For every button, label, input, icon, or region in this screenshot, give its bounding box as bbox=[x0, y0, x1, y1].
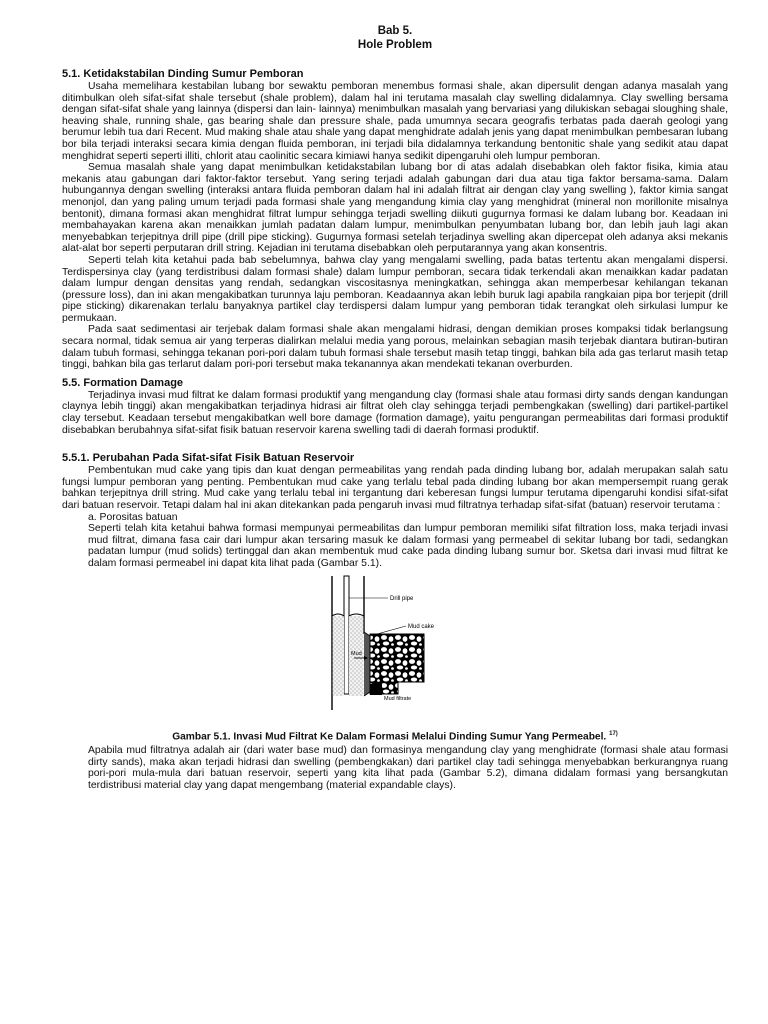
label-mud-cake: Mud cake bbox=[408, 623, 435, 630]
label-mud: Mud bbox=[351, 650, 362, 657]
section-heading-5-1: 5.1. Ketidakstabilan Dinding Sumur Pemboran bbox=[62, 68, 304, 80]
list-item-text: Seperti telah kita ketahui bahwa formasi mempunyai permeabilitas dan lumpur pemboran memiliki sifat filtration loss, maka terjadi invasi mud filtrat, dimana fasa cair dari lumpur akan tersaring masuk ke dalam formasi yang permeabel di sekitar lubang bor tadi, sedangkan padatan lumpur (mud solids) tertinggal dan akan membentuk mud cake pada dinding lubang sumur bor. Sketsa dari invasi mud filtrat ke dalam formasi permeabel ini dapat kita lihat pada (Gambar 5.1). bbox=[88, 523, 728, 569]
document-page bbox=[62, 24, 728, 791]
paragraph: Usaha memelihara kestabilan lubang bor sewaktu pemboran menembus formasi shale, akan dipersulit dengan adanya masalah yang ditimbulkan oleh sifat-sifat shale tersebut (shale problem), dalam hal ini terutama masalah clay swelling didalamnya. Clay swelling bersama dengan sifat-sifat shale yang lainnya (dispersi dan lain- lainnya) menimbulkan masalah yang bervariasi yang dilukiskan sebagai sloughing shale, heaving shale, running shale, gas bearing shale dan pressure shale, pada umumnya secara geografis terbatas pada daerah geologi yang berumur lebih tua dari Recent. Mud making shale atau shale yang dapat menghidrate adalah jenis yang dapat menimbulkan pembesaran lubang bor bila terjadi interaksi secara kimia dengan fluida pemboran, ini terjadi bila didalamnya terkandung bentonitic shale yang sedikit atau dapat menghidrat seperti seperti illiti, chlorit atau caolinitic secara kimiawi hanya sedikit dipengaruhi oleh lumpur pemboran. bbox=[62, 81, 728, 162]
paragraph: Semua masalah shale yang dapat menimbulkan ketidakstabilan lubang bor di atas adalah disebabkan oleh faktor fisika, kimia atau mekanis atau gabungan dari faktor-faktor tersebut. Yang sering terjadi adalah gabungan dari dua atau tiga faktor bersama-sama. Dalam hubungannya dengan swelling (interaksi antara fluida pemboran dalam hal ini adalah filtrat air dengan clay yang swelling ), faktor kimia sangat menonjol, dan yang paling umum terjadi pada formasi shale yang mengandung kimia clay yang menghidrat (mineral non morillonite misalnya bentonit), dimana formasi akan menghidrat filtrat lumpur sehingga terjadi swelling diikuti gugurnya formasi ke dalam lubang bor. Keadaan ini membahayakan karena akan menaikkan jumlah padatan dalam lumpur, menimbulkan penyumbatan lubang bor, dan lebih jauh lagi akan menyebabkan terjepitnya drill pipe (drill pipe sticking). Gugurnya formasi setelah terjadinya swelling akan dipercepat oleh adanya aksi mekanis alat-alat bor seperti perputaran drill string. Kejadian ini terutama disebabkan oleh perputarannya yang akan konsentris. bbox=[62, 162, 728, 255]
mud-column-left bbox=[333, 616, 344, 696]
figure-caption-reference: 17) bbox=[609, 730, 618, 737]
paragraph: Seperti telah kita ketahui pada bab sebelumnya, bahwa clay yang mengalami swelling, pada batas tertentu akan mengalami dispersi. Terdispersinya clay (yang terdistribusi dalam formasi shale) dalam lumpur pemboran, secara tidak terkendali akan menaikkan kadar padatan dalam lumpur dengan densitas yang rendah, sedangkan viscositasnya meningkatkan, sehingga akan memperbesar kehilangan tekanan (pressure loss), dan ini akan mengakibatkan turunnya laju pemboran. Keadaannya akan lebih buruk lagi apabila rangkaian pipa bor terjepit (drill pipe sticking) dikarenakan terlalu banyaknya partikel clay terdispersi dalam lumpur yang pemboran tidak terangkat oleh sirkulasi lumpur ke permukaan. bbox=[62, 254, 728, 324]
paragraph: Pada saat sedimentasi air terjebak dalam formasi shale akan mengalami hidrasi, dengan demikian proses kompaksi tidak berlangsung secara normal, tidak semua air yang terperas dialirkan melalui media yang porous, melainkan sebagian masih terjebak diantara butiran-butiran dalam tubuh formasi, sehingga tekanan pori-pori dalam tubuh formasi shale tersebut masih tetap tinggi, bahkan bila ada gas terlarut masih tetap tinggi, bahkan bila gas terlarut dalam pori-pori tersebut maka tekanannya akan mendekati tekanan overburden. bbox=[62, 324, 728, 371]
label-mud-filtrate: Mud filtrate bbox=[384, 695, 412, 702]
chapter-number: Bab 5. bbox=[377, 25, 413, 37]
mud-cake bbox=[364, 632, 370, 696]
mud-filtrate-swatch bbox=[370, 684, 382, 695]
paragraph: Terjadinya invasi mud filtrat ke dalam formasi produktif yang mengandung clay (formasi shale atau formasi dirty sands dengan kandungan claynya lebih tinggi) akan mengakibatkan terjadinya hidrasi air filtrat oleh clay sehingga terjadi pembengkakan (swelling) dari partikel-partikel clay tersebut. Keadaan tersebut mengakibatkan well bore damage (formation damage), yaitu pengurangan permeabilitas dari formasi produktif disebabkan berubahnya sifat-sifat fisik batuan reservoir karena swelling tadi di daerah formasi produktif. bbox=[62, 389, 728, 436]
figure-mud-filtrate-invasion bbox=[62, 574, 728, 720]
section-heading-5-5: 5.5. Formation Damage bbox=[62, 376, 184, 389]
chapter-title: Hole Problem bbox=[357, 39, 433, 51]
label-drill-pipe: Drill pipe bbox=[390, 595, 414, 602]
wellbore-diagram bbox=[324, 574, 474, 714]
section-heading-5-5-1: 5.5.1. Perubahan Pada Sifat-sifat Fisik Batuan Reservoir bbox=[62, 452, 355, 465]
list-item-label: a. Porositas batuan bbox=[88, 511, 178, 523]
closing-paragraph: Apabila mud filtratnya adalah air (dari water base mud) dan formasinya mengandung clay yang menghidrate (formasi shale atau formasi dirty sands), maka akan terjadi hidrasi dan swelling (pembengkakan) dari partikel clay tadi sehingga menyebabkan berkurangnya ruang pori-pori mula-mula dari batuan reservoir, seperti yang kita lihat pada (Gambar 5.2), dimana didalam formasi yang bersangkutan terdistribusi material clay yang dapat mengembang (material expandable clays). bbox=[88, 744, 728, 791]
drill-pipe bbox=[344, 576, 349, 694]
paragraph: Pembentukan mud cake yang tipis dan kuat dengan permeabilitas yang rendah pada dinding lubang bor, adalah merupakan salah satu fungsi lumpur pemboran yang penting. Pembentukan mud cake yang terlalu tebal pada dinding lubang bor akan mempersempit ruang gerak bahkan terjepitnya drill string. Mud cake yang terlalu tebal ini tergantung dari keberesan fungsi lumpur terutama dipengaruhi kondisi sifat-sifat dari batuan reservoir. Tetapi dalam hal ini akan ditekankan pada pengaruh invasi mud filtratnya terhadap sifat-sifat (batuan) reservoir terutama : bbox=[62, 465, 728, 511]
figure-caption bbox=[62, 728, 728, 743]
figure-caption-text: Gambar 5.1. Invasi Mud Filtrat Ke Dalam Formasi Melalui Dinding Sumur Yang Permeabel. bbox=[172, 730, 607, 742]
